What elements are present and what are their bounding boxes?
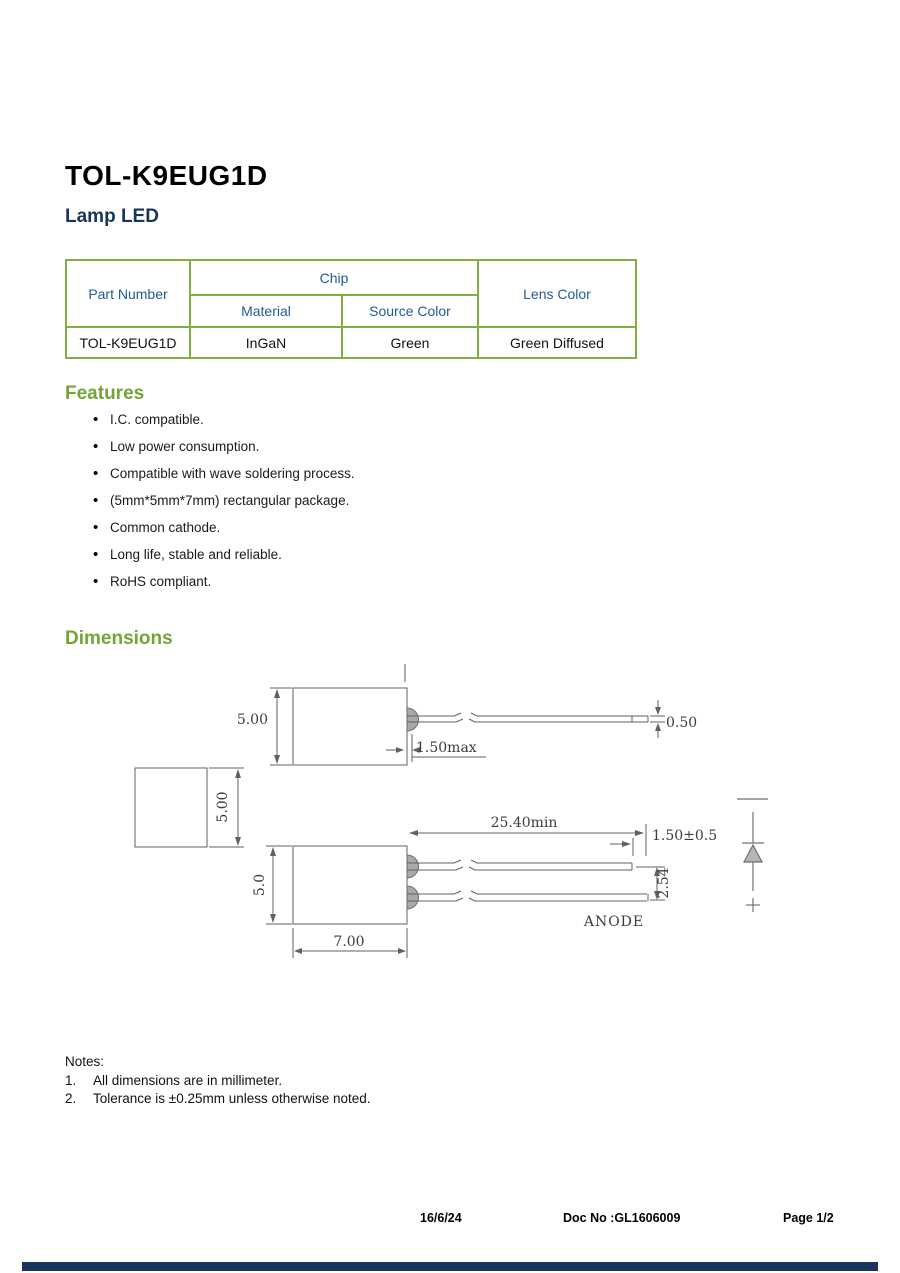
- cell-lens-color: Green Diffused: [478, 327, 636, 358]
- dim-label-lead-thickness: 0.50: [666, 715, 698, 731]
- list-item: • (5mm*5mm*7mm) rectangular package.: [110, 491, 355, 518]
- list-item: • Compatible with wave soldering process.: [110, 464, 355, 491]
- note-text: Tolerance is ±0.25mm unless otherwise noted.: [93, 1091, 371, 1106]
- anode-label: ANODE: [583, 914, 645, 930]
- features-heading: Features: [65, 383, 145, 404]
- col-header-source-color: Source Color: [342, 295, 478, 327]
- footer-bar: [22, 1262, 878, 1271]
- col-header-lens-color: Lens Color: [478, 260, 636, 327]
- side-view-bottom-drawing: [266, 824, 665, 958]
- dim-label-front-height: 5.00: [215, 791, 231, 823]
- dim-label-lead-length: 25.40min: [490, 815, 558, 831]
- footer-doc-number: Doc No :GL1606009: [563, 1211, 681, 1225]
- page-title: TOL-K9EUG1D: [65, 160, 268, 191]
- col-header-chip: Chip: [190, 260, 478, 295]
- list-item: • RoHS compliant.: [110, 572, 355, 599]
- note-text: All dimensions are in millimeter.: [93, 1072, 283, 1088]
- cell-part-number: TOL-K9EUG1D: [66, 327, 190, 358]
- list-item: • Common cathode.: [110, 518, 355, 545]
- dimensions-drawing: [0, 650, 900, 970]
- note-number: 2.: [65, 1091, 77, 1106]
- dim-label-tip-protrusion: 1.50max: [416, 740, 477, 756]
- notes-section: [65, 1053, 371, 1109]
- note-number: 1.: [65, 1072, 77, 1088]
- note-item: [65, 1072, 371, 1091]
- diode-symbol: [737, 799, 768, 912]
- dim-label-body-height: 5.0: [252, 873, 268, 897]
- dim-label-lead-pitch: 2.54: [656, 867, 672, 899]
- cell-material: InGaN: [190, 327, 342, 358]
- dimensions-heading: Dimensions: [65, 628, 173, 649]
- dim-label-side-height: 5.00: [236, 712, 268, 728]
- spec-table: [65, 259, 637, 359]
- col-header-material: Material: [190, 295, 342, 327]
- list-item: • Long life, stable and reliable.: [110, 545, 355, 572]
- list-item: • Low power consumption.: [110, 437, 355, 464]
- footer-page-number: Page 1/2: [783, 1211, 834, 1225]
- features-list: [110, 410, 355, 599]
- footer-date: 16/6/24: [420, 1211, 462, 1225]
- cell-source-color: Green: [342, 327, 478, 358]
- list-item: • I.C. compatible.: [110, 410, 355, 437]
- page-subtitle: Lamp LED: [65, 206, 159, 227]
- dim-label-body-width: 7.00: [333, 934, 365, 950]
- dim-label-lead-tip: 1.50±0.5: [652, 828, 718, 844]
- table-row: [66, 327, 636, 358]
- note-item: [65, 1090, 371, 1109]
- col-header-part-number: Part Number: [66, 260, 190, 327]
- notes-heading: Notes:: [65, 1054, 105, 1069]
